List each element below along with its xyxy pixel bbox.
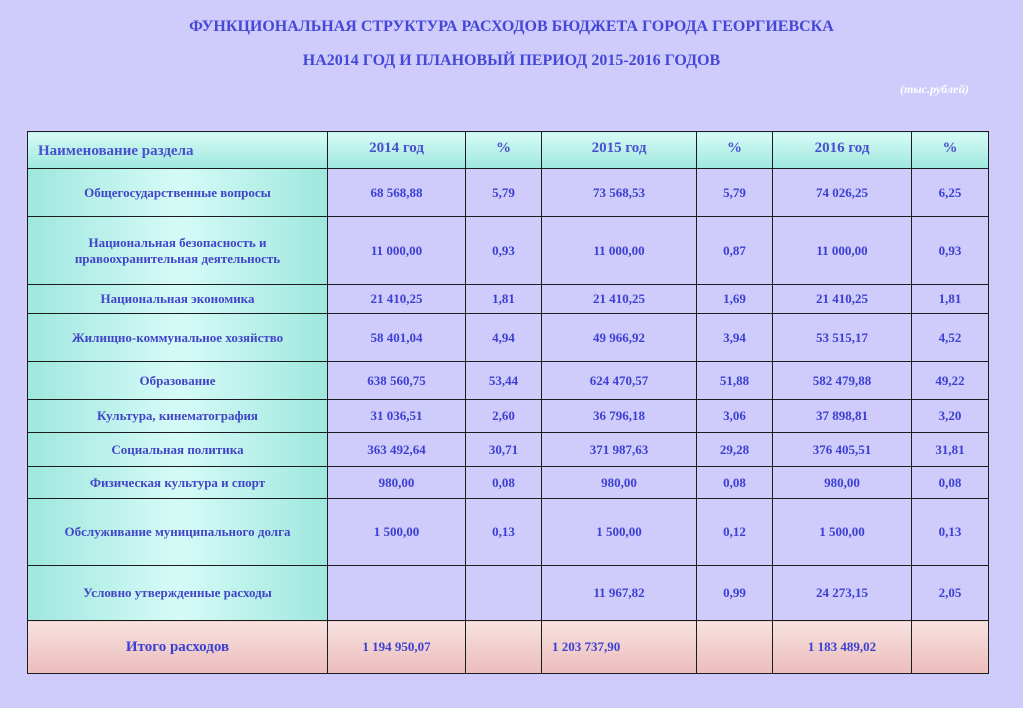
row-value-cell: 21 410,25	[542, 285, 697, 314]
row-value-cell: 53,44	[466, 362, 542, 400]
row-value-cell: 5,79	[697, 169, 773, 217]
row-value-cell: 1,81	[466, 285, 542, 314]
row-value-cell: 31,81	[912, 433, 989, 467]
row-value-cell: 1 500,00	[328, 499, 466, 566]
header-pct-2016: %	[912, 132, 989, 169]
table-row	[28, 217, 989, 285]
table-row	[28, 362, 989, 400]
table-row	[28, 433, 989, 467]
page-title: ФУНКЦИОНАЛЬНАЯ СТРУКТУРА РАСХОДОВ БЮДЖЕТА ГОРОДА ГЕОРГИЕВСКА	[189, 18, 834, 35]
row-value-cell: 0,12	[697, 499, 773, 566]
row-value-cell	[466, 566, 542, 621]
row-value-cell: 21 410,25	[328, 285, 466, 314]
row-name-cell: Жилищно-коммунальное хозяйство	[28, 314, 328, 362]
row-value-cell: 371 987,63	[542, 433, 697, 467]
row-value-cell: 1,69	[697, 285, 773, 314]
row-value-cell: 58 401,04	[328, 314, 466, 362]
row-value-cell: 74 026,25	[773, 169, 912, 217]
row-value-cell: 37 898,81	[773, 400, 912, 433]
budget-table	[27, 131, 989, 674]
row-value-cell: 51,88	[697, 362, 773, 400]
total-row	[28, 621, 989, 674]
row-value-cell: 2,60	[466, 400, 542, 433]
row-value-cell: 36 796,18	[542, 400, 697, 433]
row-value-cell: 1 500,00	[773, 499, 912, 566]
row-name-cell: Обслуживание муниципального долга	[28, 499, 328, 566]
row-value-cell: 2,05	[912, 566, 989, 621]
row-value-cell: 3,94	[697, 314, 773, 362]
table-row	[28, 314, 989, 362]
row-value-cell: 73 568,53	[542, 169, 697, 217]
row-value-cell: 5,79	[466, 169, 542, 217]
row-value-cell: 11 000,00	[328, 217, 466, 285]
row-value-cell: 0,13	[466, 499, 542, 566]
row-value-cell: 0,08	[912, 467, 989, 499]
row-name-cell: Условно утвержденные расходы	[28, 566, 328, 621]
table-row	[28, 566, 989, 621]
row-value-cell: 0,99	[697, 566, 773, 621]
row-value-cell: 30,71	[466, 433, 542, 467]
row-name-cell: Национальная безопасность и правоохранительная деятельность	[28, 217, 328, 285]
total-label: Итого расходов	[28, 621, 328, 674]
table-row	[28, 467, 989, 499]
page-subtitle: НА2014 ГОД И ПЛАНОВЫЙ ПЕРИОД 2015-2016 ГОДОВ	[302, 52, 721, 69]
table-row	[28, 400, 989, 433]
total-value-cell	[466, 621, 542, 674]
row-value-cell: 31 036,51	[328, 400, 466, 433]
row-value-cell: 582 479,88	[773, 362, 912, 400]
row-value-cell: 0,87	[697, 217, 773, 285]
row-value-cell: 3,20	[912, 400, 989, 433]
row-value-cell: 0,93	[466, 217, 542, 285]
row-name-cell: Образование	[28, 362, 328, 400]
row-name-cell: Национальная экономика	[28, 285, 328, 314]
table-header-row	[28, 132, 989, 169]
row-value-cell: 68 568,88	[328, 169, 466, 217]
row-value-cell: 0,93	[912, 217, 989, 285]
row-value-cell: 49 966,92	[542, 314, 697, 362]
row-value-cell: 53 515,17	[773, 314, 912, 362]
table-row	[28, 499, 989, 566]
row-value-cell: 21 410,25	[773, 285, 912, 314]
row-value-cell: 4,52	[912, 314, 989, 362]
row-name-cell: Культура, кинематография	[28, 400, 328, 433]
row-value-cell: 0,08	[697, 467, 773, 499]
row-value-cell: 980,00	[328, 467, 466, 499]
row-value-cell: 1 500,00	[542, 499, 697, 566]
header-2015: 2015 год	[542, 132, 697, 169]
row-value-cell: 6,25	[912, 169, 989, 217]
header-2014: 2014 год	[328, 132, 466, 169]
header-2016: 2016 год	[773, 132, 912, 169]
header-name: Наименование раздела	[28, 132, 328, 169]
table-row	[28, 285, 989, 314]
row-value-cell: 0,13	[912, 499, 989, 566]
total-value-cell: 1 183 489,02	[773, 621, 912, 674]
total-value-cell	[912, 621, 989, 674]
table-row	[28, 169, 989, 217]
row-value-cell: 29,28	[697, 433, 773, 467]
row-value-cell: 980,00	[542, 467, 697, 499]
row-value-cell	[328, 566, 466, 621]
row-value-cell: 638 560,75	[328, 362, 466, 400]
header-pct-2015: %	[697, 132, 773, 169]
row-value-cell: 376 405,51	[773, 433, 912, 467]
row-value-cell: 11 000,00	[773, 217, 912, 285]
units-label: (тыс.рублей)	[900, 82, 969, 96]
row-value-cell: 0,08	[466, 467, 542, 499]
row-value-cell: 4,94	[466, 314, 542, 362]
row-value-cell: 11 967,82	[542, 566, 697, 621]
row-name-cell: Физическая культура и спорт	[28, 467, 328, 499]
header-pct-2014: %	[466, 132, 542, 169]
row-value-cell: 980,00	[773, 467, 912, 499]
row-name-cell: Социальная политика	[28, 433, 328, 467]
total-value-cell	[697, 621, 773, 674]
row-value-cell: 1,81	[912, 285, 989, 314]
row-name-cell: Общегосударственные вопросы	[28, 169, 328, 217]
row-value-cell: 49,22	[912, 362, 989, 400]
row-value-cell: 624 470,57	[542, 362, 697, 400]
row-value-cell: 11 000,00	[542, 217, 697, 285]
row-value-cell: 363 492,64	[328, 433, 466, 467]
row-value-cell: 24 273,15	[773, 566, 912, 621]
total-value-cell: 1 194 950,07	[328, 621, 466, 674]
row-value-cell: 3,06	[697, 400, 773, 433]
total-value-cell: 1 203 737,90	[542, 621, 697, 674]
